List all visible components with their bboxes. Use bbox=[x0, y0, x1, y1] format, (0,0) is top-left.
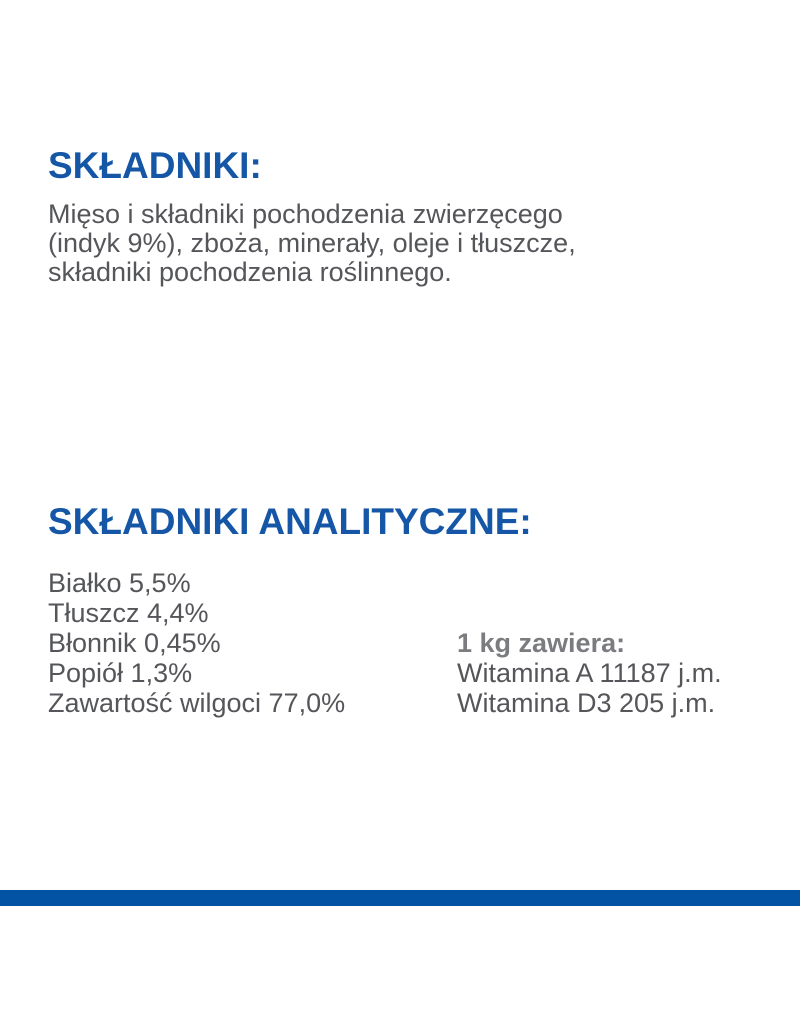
analytical-item: Popiół 1,3% bbox=[48, 658, 193, 688]
analytical-list bbox=[48, 568, 345, 718]
analytical-heading: SKŁADNIKI ANALITYCZNE: bbox=[48, 501, 532, 542]
ingredients-heading: SKŁADNIKI: bbox=[48, 145, 262, 186]
bottom-accent-bar bbox=[0, 890, 800, 906]
per-kg-item: Witamina D3 205 j.m. bbox=[457, 688, 716, 718]
per-kg-heading: 1 kg zawiera: bbox=[457, 628, 626, 658]
ingredients-line: Mięso i składniki pochodzenia zwierzęcego bbox=[48, 199, 563, 229]
analytical-item: Białko 5,5% bbox=[48, 568, 191, 598]
ingredients-line: (indyk 9%), zboża, minerały, oleje i tłuszcze, bbox=[48, 228, 576, 258]
per-kg-item: Witamina A 11187 j.m. bbox=[457, 658, 722, 688]
analytical-item: Zawartość wilgoci 77,0% bbox=[48, 688, 346, 718]
ingredients-line: składniki pochodzenia roślinnego. bbox=[48, 257, 452, 287]
per-kg-block bbox=[457, 628, 722, 718]
ingredients-paragraph bbox=[48, 200, 576, 287]
analytical-item: Tłuszcz 4,4% bbox=[48, 598, 209, 628]
analytical-item: Błonnik 0,45% bbox=[48, 628, 221, 658]
